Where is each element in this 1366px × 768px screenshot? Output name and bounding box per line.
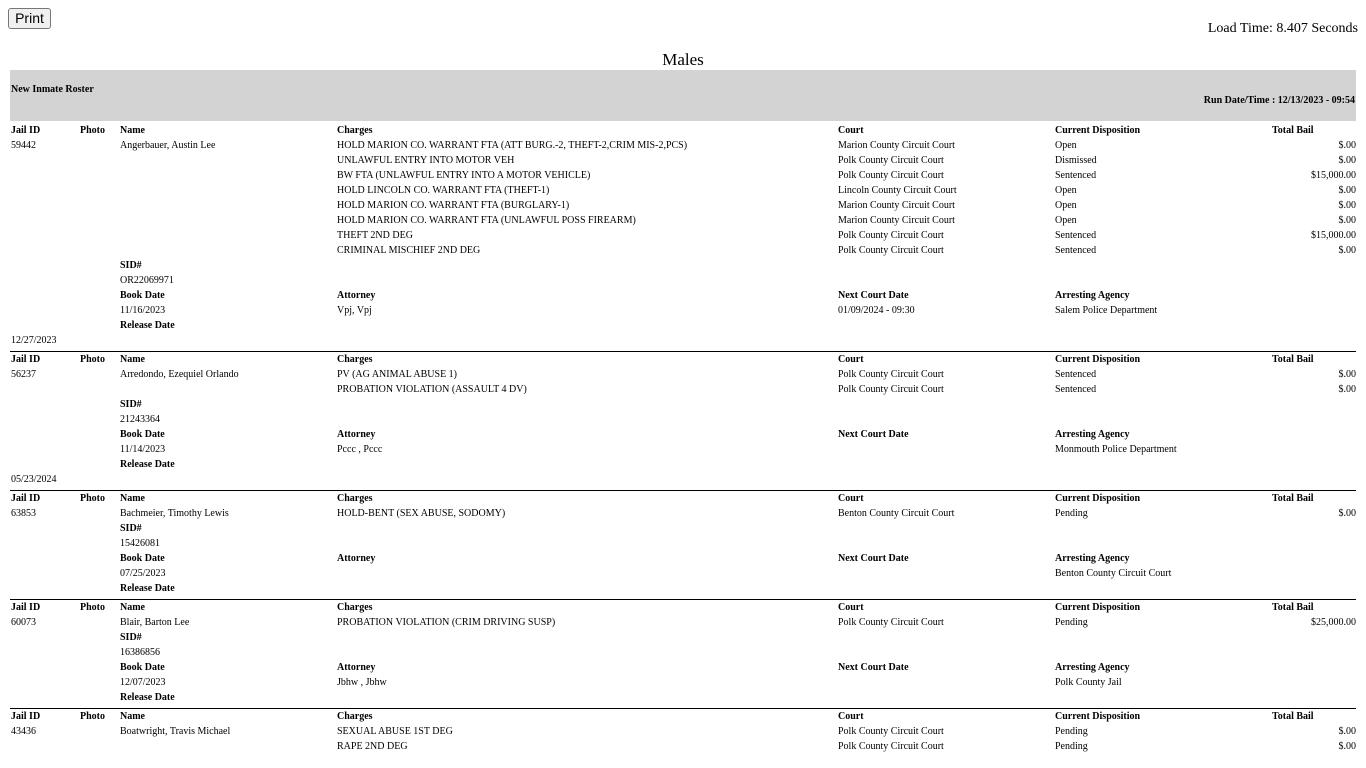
charge: PROBATION VIOLATION (ASSAULT 4 DV) (337, 384, 527, 395)
release-date-label: Release Date (120, 320, 175, 331)
release-date-label: Release Date (120, 692, 175, 703)
release-date-label: Release Date (120, 583, 175, 594)
detail-label-row (10, 427, 1356, 442)
attorney: Pccc , Pccc (337, 444, 383, 455)
record-header-row (10, 491, 1356, 506)
name-header: Name (120, 354, 145, 365)
record-header-row (10, 600, 1356, 615)
jail-id: 59442 (11, 140, 36, 151)
record-header-row (10, 352, 1356, 367)
next-court-date-label: Next Court Date (838, 429, 909, 440)
bail: $.00 (1338, 741, 1356, 752)
bail: $15,000.00 (1311, 230, 1356, 241)
detail-label-row (10, 660, 1356, 675)
charge-row (10, 153, 1356, 168)
jail-id-header: Jail ID (11, 354, 41, 365)
release-label-row (10, 690, 1356, 705)
charge-row (10, 213, 1356, 228)
next-court-date-label: Next Court Date (838, 553, 909, 564)
court: Marion County Circuit Court (838, 140, 955, 151)
disposition: Sentenced (1055, 230, 1097, 241)
arresting-agency: Benton County Circuit Court (1055, 568, 1172, 579)
bail: $25,000.00 (1311, 617, 1356, 628)
charge-row (10, 739, 1356, 754)
arresting-agency-label: Arresting Agency (1055, 553, 1130, 564)
charge: BW FTA (UNLAWFUL ENTRY INTO A MOTOR VEHICLE) (337, 170, 591, 181)
disposition: Pending (1055, 726, 1088, 737)
court: Polk County Circuit Court (838, 726, 944, 737)
court: Polk County Circuit Court (838, 155, 944, 166)
jail-id: 60073 (11, 617, 36, 628)
book-date-label: Book Date (120, 290, 165, 301)
court: Polk County Circuit Court (838, 617, 944, 628)
load-time: Load Time: 8.407 Seconds (1207, 21, 1358, 36)
print-button[interactable]: Print (8, 8, 51, 29)
attorney-label: Attorney (337, 553, 376, 564)
book-date-label: Book Date (120, 553, 165, 564)
release-date-label: Release Date (120, 459, 175, 470)
inmate-record (10, 123, 1356, 348)
arresting-agency-label: Arresting Agency (1055, 290, 1130, 301)
sid-value-row (10, 645, 1356, 660)
disposition: Dismissed (1055, 155, 1097, 166)
release-date: 05/23/2024 (11, 474, 57, 485)
bail: $.00 (1338, 369, 1356, 380)
detail-label-row (10, 288, 1356, 303)
court: Polk County Circuit Court (838, 384, 944, 395)
charge-row (10, 138, 1356, 153)
photo-header: Photo (80, 125, 105, 136)
roster-title: New Inmate Roster (11, 84, 94, 95)
roster-header (10, 70, 1356, 121)
disposition: Pending (1055, 617, 1088, 628)
court: Polk County Circuit Court (838, 369, 944, 380)
disposition: Sentenced (1055, 369, 1097, 380)
sid-value: OR22069971 (120, 275, 174, 286)
disposition-header: Current Disposition (1055, 125, 1141, 136)
bail: $.00 (1338, 726, 1356, 737)
disposition-header: Current Disposition (1055, 354, 1141, 365)
charges-header: Charges (337, 354, 373, 365)
jail-id-header: Jail ID (11, 711, 41, 722)
book-date: 11/14/2023 (120, 444, 166, 455)
attorney-label: Attorney (337, 429, 376, 440)
inmate-record (10, 490, 1356, 596)
arresting-agency: Polk County Jail (1055, 677, 1122, 688)
disposition: Pending (1055, 508, 1088, 519)
charge-row (10, 724, 1356, 739)
sid-value: 16386856 (120, 647, 160, 658)
charge: HOLD MARION CO. WARRANT FTA (UNLAWFUL POSS FIREARM) (337, 215, 636, 226)
charge: CRIMINAL MISCHIEF 2ND DEG (337, 245, 481, 256)
sid-label-row (10, 258, 1356, 273)
sid-value-row (10, 273, 1356, 288)
court: Polk County Circuit Court (838, 170, 944, 181)
attorney-label: Attorney (337, 662, 376, 673)
bail: $.00 (1338, 200, 1356, 211)
charge-row (10, 228, 1356, 243)
disposition: Sentenced (1055, 170, 1097, 181)
inmate-name: Bachmeier, Timothy Lewis (120, 508, 229, 519)
jail-id-header: Jail ID (11, 602, 41, 613)
attorney: Jbhw , Jbhw (337, 677, 387, 688)
charge-row (10, 198, 1356, 213)
charge: HOLD LINCOLN CO. WARRANT FTA (THEFT-1) (337, 185, 550, 196)
court-header: Court (838, 711, 864, 722)
page-title: Males (662, 50, 704, 69)
charges-header: Charges (337, 493, 373, 504)
charge: RAPE 2ND DEG (337, 741, 408, 752)
court: Marion County Circuit Court (838, 215, 955, 226)
court: Polk County Circuit Court (838, 741, 944, 752)
name-header: Name (120, 711, 145, 722)
jail-id: 63853 (11, 508, 36, 519)
charges-header: Charges (337, 602, 373, 613)
book-date: 07/25/2023 (120, 568, 166, 579)
arresting-agency: Salem Police Department (1055, 305, 1158, 316)
bail: $.00 (1338, 155, 1356, 166)
sid-value: 15426081 (120, 538, 160, 549)
charge-row (10, 183, 1356, 198)
run-date: Run Date/Time : 12/13/2023 - 09:54 (1203, 95, 1355, 106)
disposition: Pending (1055, 741, 1088, 752)
court-header: Court (838, 125, 864, 136)
bail: $.00 (1338, 384, 1356, 395)
disposition-header: Current Disposition (1055, 493, 1141, 504)
bail: $.00 (1338, 245, 1356, 256)
charge-row (10, 506, 1356, 521)
court: Polk County Circuit Court (838, 245, 944, 256)
inmate-name: Blair, Barton Lee (120, 617, 190, 628)
bail-header: Total Bail (1272, 493, 1314, 504)
arresting-agency: Monmouth Police Department (1055, 444, 1177, 455)
jail-id-header: Jail ID (11, 125, 41, 136)
charge: UNLAWFUL ENTRY INTO MOTOR VEH (337, 155, 515, 166)
sid-value-row (10, 412, 1356, 427)
book-date: 12/07/2023 (120, 677, 166, 688)
bail: $.00 (1338, 185, 1356, 196)
release-label-row (10, 581, 1356, 596)
inmate-name: Arredondo, Ezequiel Orlando (120, 369, 239, 380)
inmate-record (10, 351, 1356, 487)
sid-label: SID# (120, 632, 142, 643)
charge: SEXUAL ABUSE 1ST DEG (337, 726, 453, 737)
sid-label-row (10, 397, 1356, 412)
court-header: Court (838, 493, 864, 504)
charge-row (10, 168, 1356, 183)
photo-header: Photo (80, 493, 105, 504)
next-court-date-label: Next Court Date (838, 662, 909, 673)
sid-label-row (10, 521, 1356, 536)
sid-value: 21243364 (120, 414, 160, 425)
name-header: Name (120, 602, 145, 613)
charge: HOLD-BENT (SEX ABUSE, SODOMY) (337, 508, 506, 519)
photo-header: Photo (80, 711, 105, 722)
record-header-row (10, 709, 1356, 724)
sid-label-row (10, 630, 1356, 645)
book-date-label: Book Date (120, 429, 165, 440)
disposition-header: Current Disposition (1055, 602, 1141, 613)
charge-row (10, 243, 1356, 258)
detail-value-row (10, 442, 1356, 457)
disposition: Open (1055, 200, 1077, 211)
bail-header: Total Bail (1272, 602, 1314, 613)
photo-header: Photo (80, 354, 105, 365)
bail: $.00 (1338, 508, 1356, 519)
charges-header: Charges (337, 711, 373, 722)
book-date: 11/16/2023 (120, 305, 166, 316)
inmate-records (10, 123, 1356, 754)
inmate-record (10, 599, 1356, 705)
bail-header: Total Bail (1272, 711, 1314, 722)
disposition-header: Current Disposition (1055, 711, 1141, 722)
court: Lincoln County Circuit Court (838, 185, 957, 196)
release-date: 12/27/2023 (11, 335, 57, 346)
bail: $.00 (1338, 140, 1356, 151)
inmate-name: Boatwright, Travis Michael (120, 726, 231, 737)
attorney-label: Attorney (337, 290, 376, 301)
arresting-agency-label: Arresting Agency (1055, 429, 1130, 440)
charge-row (10, 367, 1356, 382)
charges-header: Charges (337, 125, 373, 136)
detail-value-row (10, 566, 1356, 581)
disposition: Open (1055, 185, 1077, 196)
disposition: Open (1055, 215, 1077, 226)
charge: THEFT 2ND DEG (337, 230, 413, 241)
court: Benton County Circuit Court (838, 508, 955, 519)
jail-id: 43436 (11, 726, 36, 737)
next-court-date: 01/09/2024 - 09:30 (838, 305, 915, 316)
charge-row (10, 615, 1356, 630)
charge-row (10, 382, 1356, 397)
bail: $.00 (1338, 215, 1356, 226)
court-header: Court (838, 354, 864, 365)
detail-label-row (10, 551, 1356, 566)
court: Marion County Circuit Court (838, 200, 955, 211)
charge: PV (AG ANIMAL ABUSE 1) (337, 369, 458, 380)
disposition: Open (1055, 140, 1077, 151)
detail-value-row (10, 303, 1356, 318)
disposition: Sentenced (1055, 245, 1097, 256)
charge: HOLD MARION CO. WARRANT FTA (BURGLARY-1) (337, 200, 570, 211)
jail-id-header: Jail ID (11, 493, 41, 504)
photo-header: Photo (80, 602, 105, 613)
name-header: Name (120, 125, 145, 136)
inmate-name: Angerbauer, Austin Lee (120, 140, 216, 151)
record-header-row (10, 123, 1356, 138)
court-header: Court (838, 602, 864, 613)
inmate-record (10, 708, 1356, 754)
sid-value-row (10, 536, 1356, 551)
jail-id: 56237 (11, 369, 36, 380)
book-date-label: Book Date (120, 662, 165, 673)
name-header: Name (120, 493, 145, 504)
arresting-agency-label: Arresting Agency (1055, 662, 1130, 673)
sid-label: SID# (120, 260, 142, 271)
court: Polk County Circuit Court (838, 230, 944, 241)
bail-header: Total Bail (1272, 354, 1314, 365)
detail-value-row (10, 675, 1356, 690)
release-label-row (10, 457, 1356, 472)
next-court-date-label: Next Court Date (838, 290, 909, 301)
release-label-row (10, 318, 1356, 333)
sid-label: SID# (120, 523, 142, 534)
charge: HOLD MARION CO. WARRANT FTA (ATT BURG.-2, THEFT-2,CRIM MIS-2,PCS) (337, 140, 688, 151)
attorney: Vpj, Vpj (337, 305, 372, 316)
sid-label: SID# (120, 399, 142, 410)
bail: $15,000.00 (1311, 170, 1356, 181)
charge: PROBATION VIOLATION (CRIM DRIVING SUSP) (337, 617, 556, 628)
bail-header: Total Bail (1272, 125, 1314, 136)
disposition: Sentenced (1055, 384, 1097, 395)
